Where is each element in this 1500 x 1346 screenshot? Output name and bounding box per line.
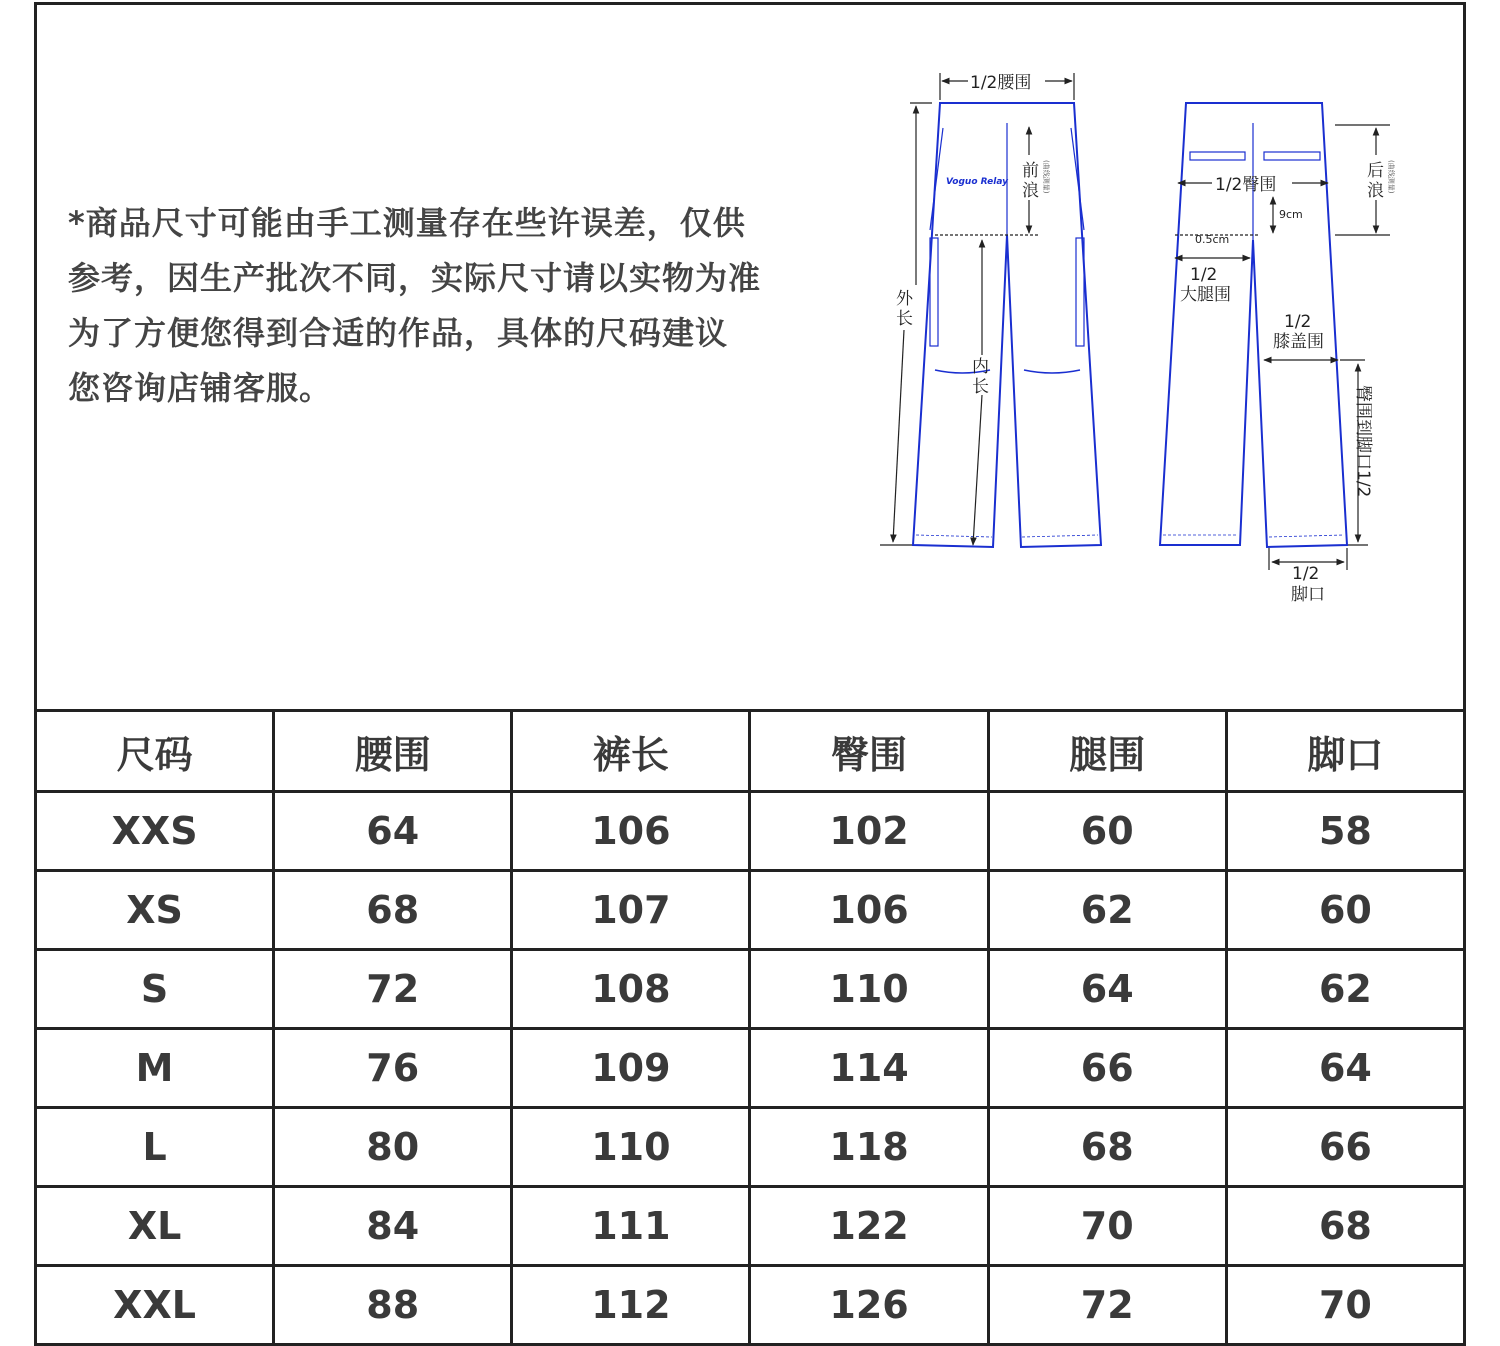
disclaimer-line: 您咨询店铺客服。: [68, 369, 333, 407]
back-rise-note: (曲线测量): [1387, 160, 1395, 194]
thigh-label: 1/2: [1190, 265, 1218, 285]
half-hip-label: 1/2臀围: [1215, 175, 1277, 195]
half-waist-label: 1/2腰围: [970, 73, 1032, 93]
size-disclaimer: [68, 196, 828, 416]
table-row: [36, 1187, 1465, 1266]
table-header-row: [36, 711, 1465, 792]
cell-length: 110: [512, 1108, 750, 1187]
cell-waist: 72: [274, 950, 512, 1029]
cell-waist: 64: [274, 792, 512, 871]
cell-thigh: 70: [988, 1187, 1226, 1266]
cell-hip: 122: [750, 1187, 988, 1266]
outseam-label: 长: [896, 309, 913, 329]
cell-thigh: 60: [988, 792, 1226, 871]
cell-waist: 68: [274, 871, 512, 950]
hem-label: 1/2: [1292, 564, 1320, 584]
table-row: [36, 1108, 1465, 1187]
cell-length: 106: [512, 792, 750, 871]
cell-size: XS: [36, 871, 274, 950]
header-hip: 臀围: [750, 711, 988, 792]
header-size: 尺码: [36, 711, 274, 792]
back-rise-label: 后: [1367, 161, 1384, 181]
thigh-label: 大腿围: [1180, 285, 1231, 305]
cell-size: XL: [36, 1187, 274, 1266]
table-row: [36, 871, 1465, 950]
cell-size: S: [36, 950, 274, 1029]
cell-hem: 60: [1226, 871, 1464, 950]
header-waist: 腰围: [274, 711, 512, 792]
cell-waist: 80: [274, 1108, 512, 1187]
cell-hem: 64: [1226, 1029, 1464, 1108]
hem-label: 脚口: [1291, 585, 1325, 605]
cell-size: L: [36, 1108, 274, 1187]
cell-length: 112: [512, 1266, 750, 1345]
disclaimer-line: 参考，因生产批次不同，实际尺寸请以实物为准: [68, 259, 762, 297]
nine-cm-label: 9cm: [1279, 208, 1303, 221]
cell-hip: 106: [750, 871, 988, 950]
table-row: [36, 792, 1465, 871]
cell-thigh: 64: [988, 950, 1226, 1029]
cell-hem: 58: [1226, 792, 1464, 871]
disclaimer-line: 为了方便您得到合适的作品，具体的尺码建议: [68, 314, 729, 352]
cell-thigh: 66: [988, 1029, 1226, 1108]
table-row: [36, 1266, 1465, 1345]
cell-thigh: 62: [988, 871, 1226, 950]
size-chart-table: [34, 709, 1466, 1346]
back-pants-drawing: [1160, 103, 1347, 547]
front-rise-label: 前: [1022, 161, 1039, 181]
front-pants-drawing: [913, 103, 1101, 547]
cell-length: 107: [512, 871, 750, 950]
table-row: [36, 950, 1465, 1029]
cell-hip: 126: [750, 1266, 988, 1345]
inseam-label: 内: [972, 357, 989, 377]
pants-measurement-diagram: [870, 60, 1410, 620]
cell-waist: 88: [274, 1266, 512, 1345]
cell-thigh: 72: [988, 1266, 1226, 1345]
cell-size: M: [36, 1029, 274, 1108]
half-cm-label: 0.5cm: [1195, 233, 1230, 246]
front-rise-note: (曲线测量): [1042, 160, 1050, 194]
cell-length: 108: [512, 950, 750, 1029]
cell-hem: 68: [1226, 1187, 1464, 1266]
cell-waist: 76: [274, 1029, 512, 1108]
cell-waist: 84: [274, 1187, 512, 1266]
cell-size: XXS: [36, 792, 274, 871]
header-length: 裤长: [512, 711, 750, 792]
inseam-label: 长: [972, 377, 989, 397]
hip-to-hem-label: 臀围到脚口1/2: [1353, 385, 1373, 498]
cell-length: 111: [512, 1187, 750, 1266]
cell-thigh: 68: [988, 1108, 1226, 1187]
cell-hem: 66: [1226, 1108, 1464, 1187]
knee-label: 1/2: [1284, 312, 1312, 332]
outseam-label: 外: [896, 289, 913, 309]
cell-hip: 102: [750, 792, 988, 871]
cell-hip: 114: [750, 1029, 988, 1108]
cell-hem: 70: [1226, 1266, 1464, 1345]
knee-label: 膝盖围: [1273, 332, 1324, 352]
cell-hem: 62: [1226, 950, 1464, 1029]
cell-length: 109: [512, 1029, 750, 1108]
front-rise-label: 浪: [1022, 181, 1039, 201]
disclaimer-line: *商品尺寸可能由手工测量存在些许误差，仅供: [68, 204, 746, 242]
cell-hip: 110: [750, 950, 988, 1029]
header-hem: 脚口: [1226, 711, 1464, 792]
header-thigh: 腿围: [988, 711, 1226, 792]
brand-label: Voguo Relay: [946, 177, 1008, 187]
cell-size: XXL: [36, 1266, 274, 1345]
table-row: [36, 1029, 1465, 1108]
cell-hip: 118: [750, 1108, 988, 1187]
back-rise-label: 浪: [1367, 181, 1384, 201]
